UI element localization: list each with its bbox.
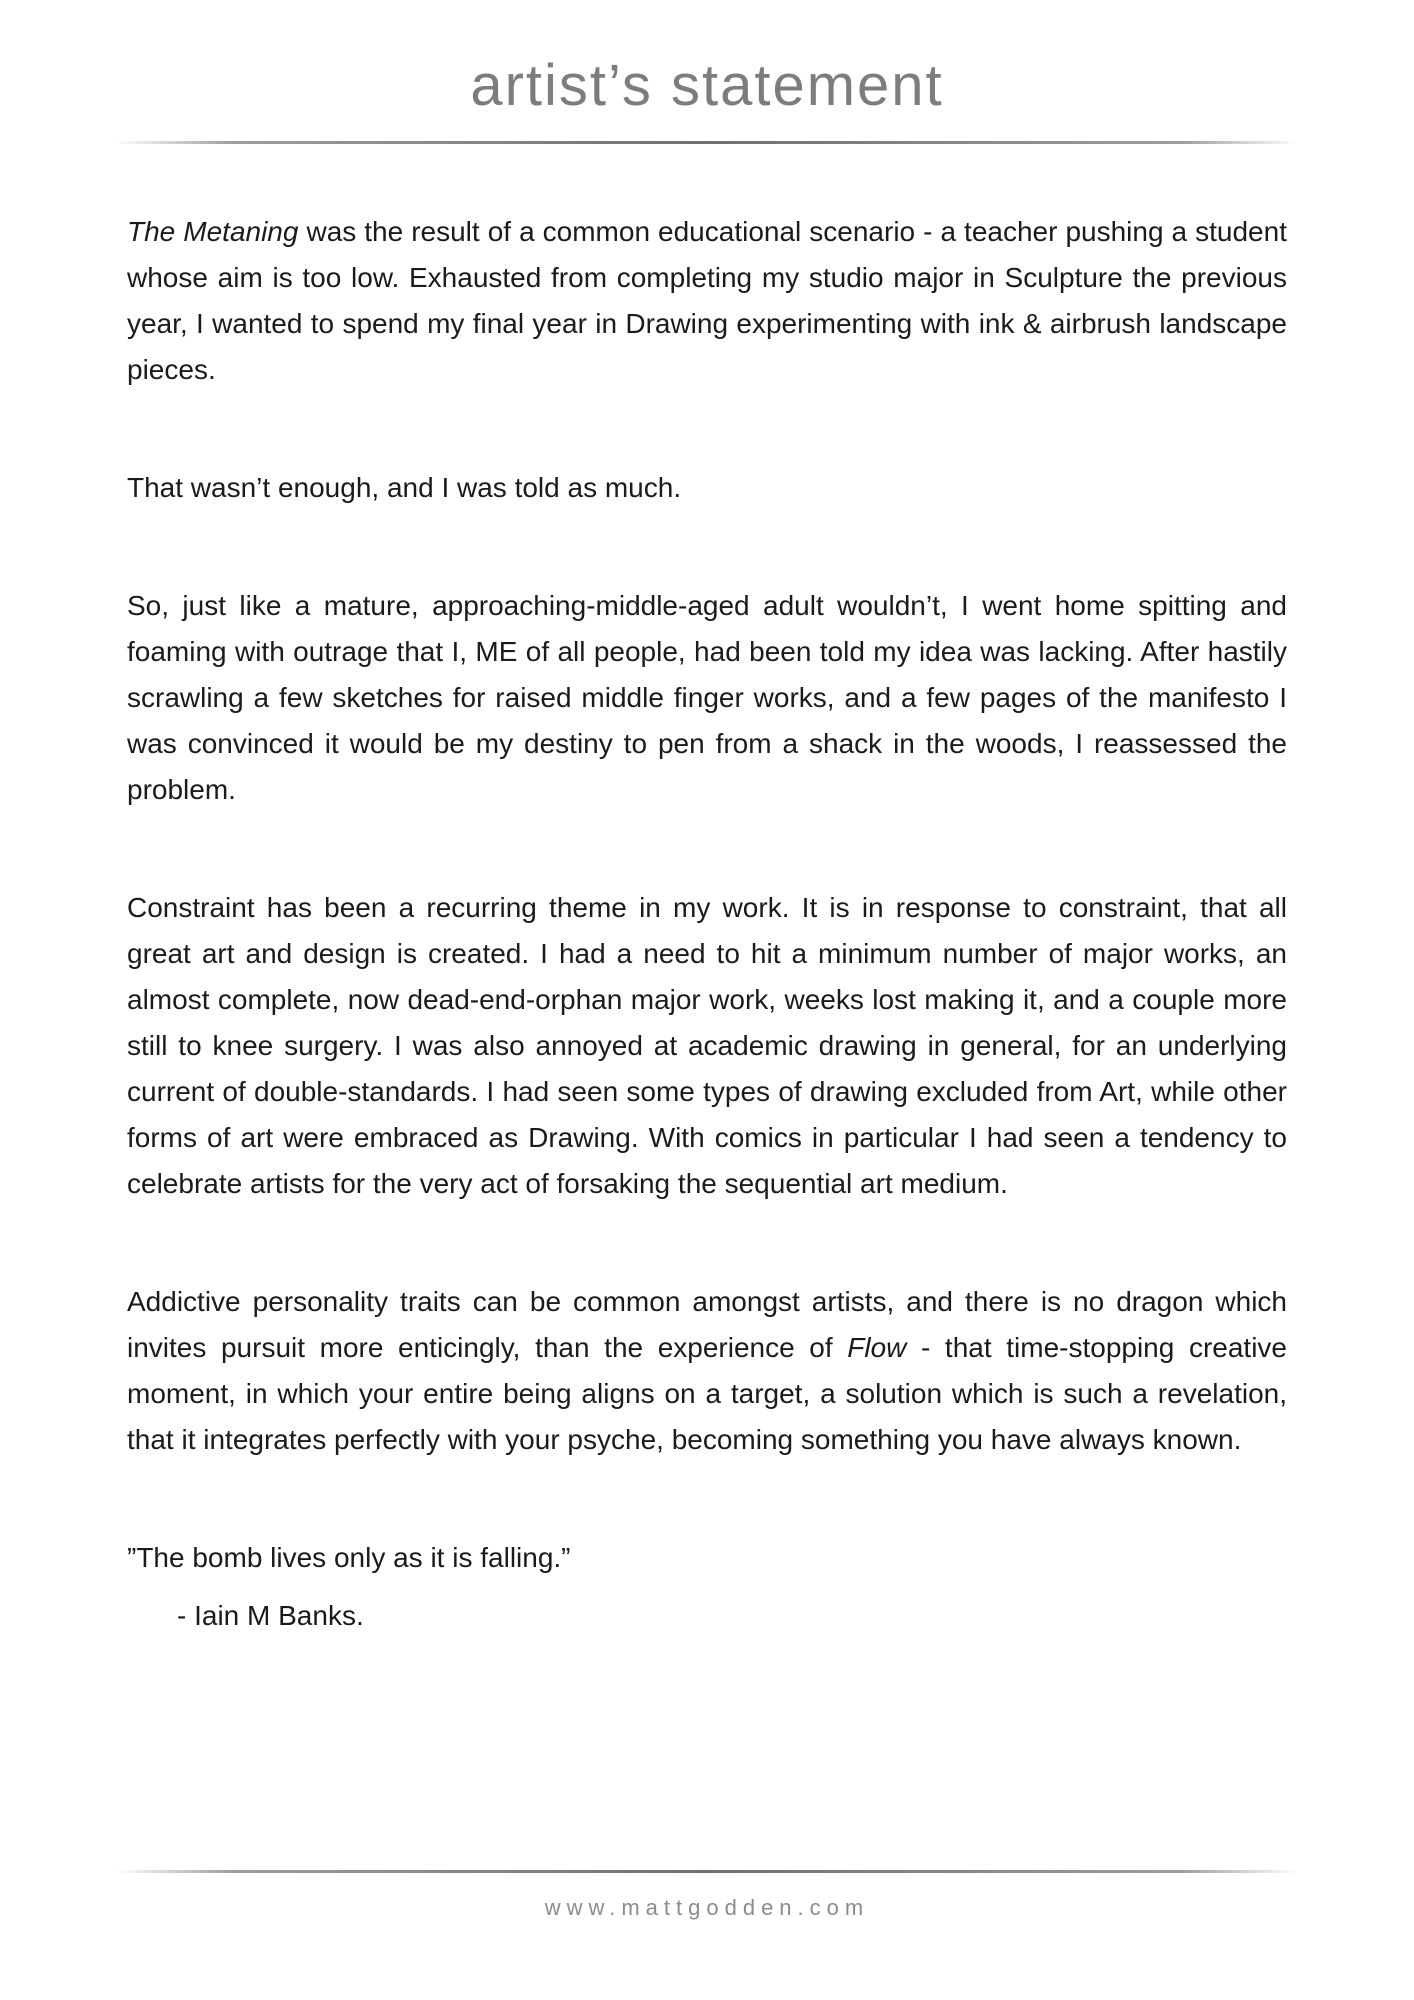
- statement-body: [127, 209, 1287, 1639]
- text-segment: That wasn’t enough, and I was told as much.: [127, 472, 682, 503]
- paragraph-outrage: [127, 583, 1287, 813]
- header-divider: [115, 141, 1299, 144]
- italic-text-segment: Flow: [847, 1332, 907, 1363]
- paragraph-intro: [127, 209, 1287, 393]
- text-segment: ”The bomb lives only as it is falling.”: [127, 1542, 571, 1573]
- text-segment: So, just like a mature, approaching-middle-aged adult wouldn’t, I went home spitting and foaming with outrage that I, ME of all people, had been told my idea was lacking. After hastily scrawling a few sketches for raised middle finger works, and a few pages of the manifesto I was convinced it would be my destiny to pen from a shack in the woods, I reassessed the problem.: [127, 590, 1287, 805]
- text-segment: Constraint has been a recurring theme in my work. It is in response to constraint, that all great art and design is created. I had a need to hit a minimum number of major works, an almost complete, now dead-end-orphan major work, weeks lost making it, and a couple more still to knee surgery. I was also annoyed at academic drawing in general, for an underlying current of double-standards. I had seen some types of drawing excluded from Art, while other forms of art were embraced as Drawing. With comics in particular I had seen a tendency to celebrate artists for the very act of forsaking the sequential art medium.: [127, 892, 1287, 1199]
- quote-attribution: [127, 1593, 1287, 1639]
- text-segment: - Iain M Banks.: [177, 1600, 364, 1631]
- text-segment: - that time-stopping creative moment, in which your entire being aligns on a target, a solution which is such a revelation, that it integrates perfectly with your psyche, becoming something you have always known.: [127, 1332, 1287, 1455]
- paragraph-not-enough: [127, 465, 1287, 511]
- quote-text: [127, 1535, 1287, 1581]
- paragraph-constraint: [127, 885, 1287, 1207]
- text-segment: Addictive personality traits can be common amongst artists, and there is no dragon which invites pursuit more enticingly, than the experience of: [127, 1286, 1287, 1363]
- footer-website: www.mattgodden.com: [544, 1895, 870, 1920]
- page-title: artist’s statement: [470, 53, 944, 118]
- text-segment: was the result of a common educational scenario - a teacher pushing a student whose aim is too low. Exhausted from completing my studio major in Sculpture the previous year, I wanted to spend my final year in Drawing experimenting with ink & airbrush landscape pieces.: [127, 216, 1287, 385]
- italic-text-segment: The Metaning: [127, 216, 299, 247]
- paragraph-flow: [127, 1279, 1287, 1463]
- footer-divider: [115, 1870, 1299, 1873]
